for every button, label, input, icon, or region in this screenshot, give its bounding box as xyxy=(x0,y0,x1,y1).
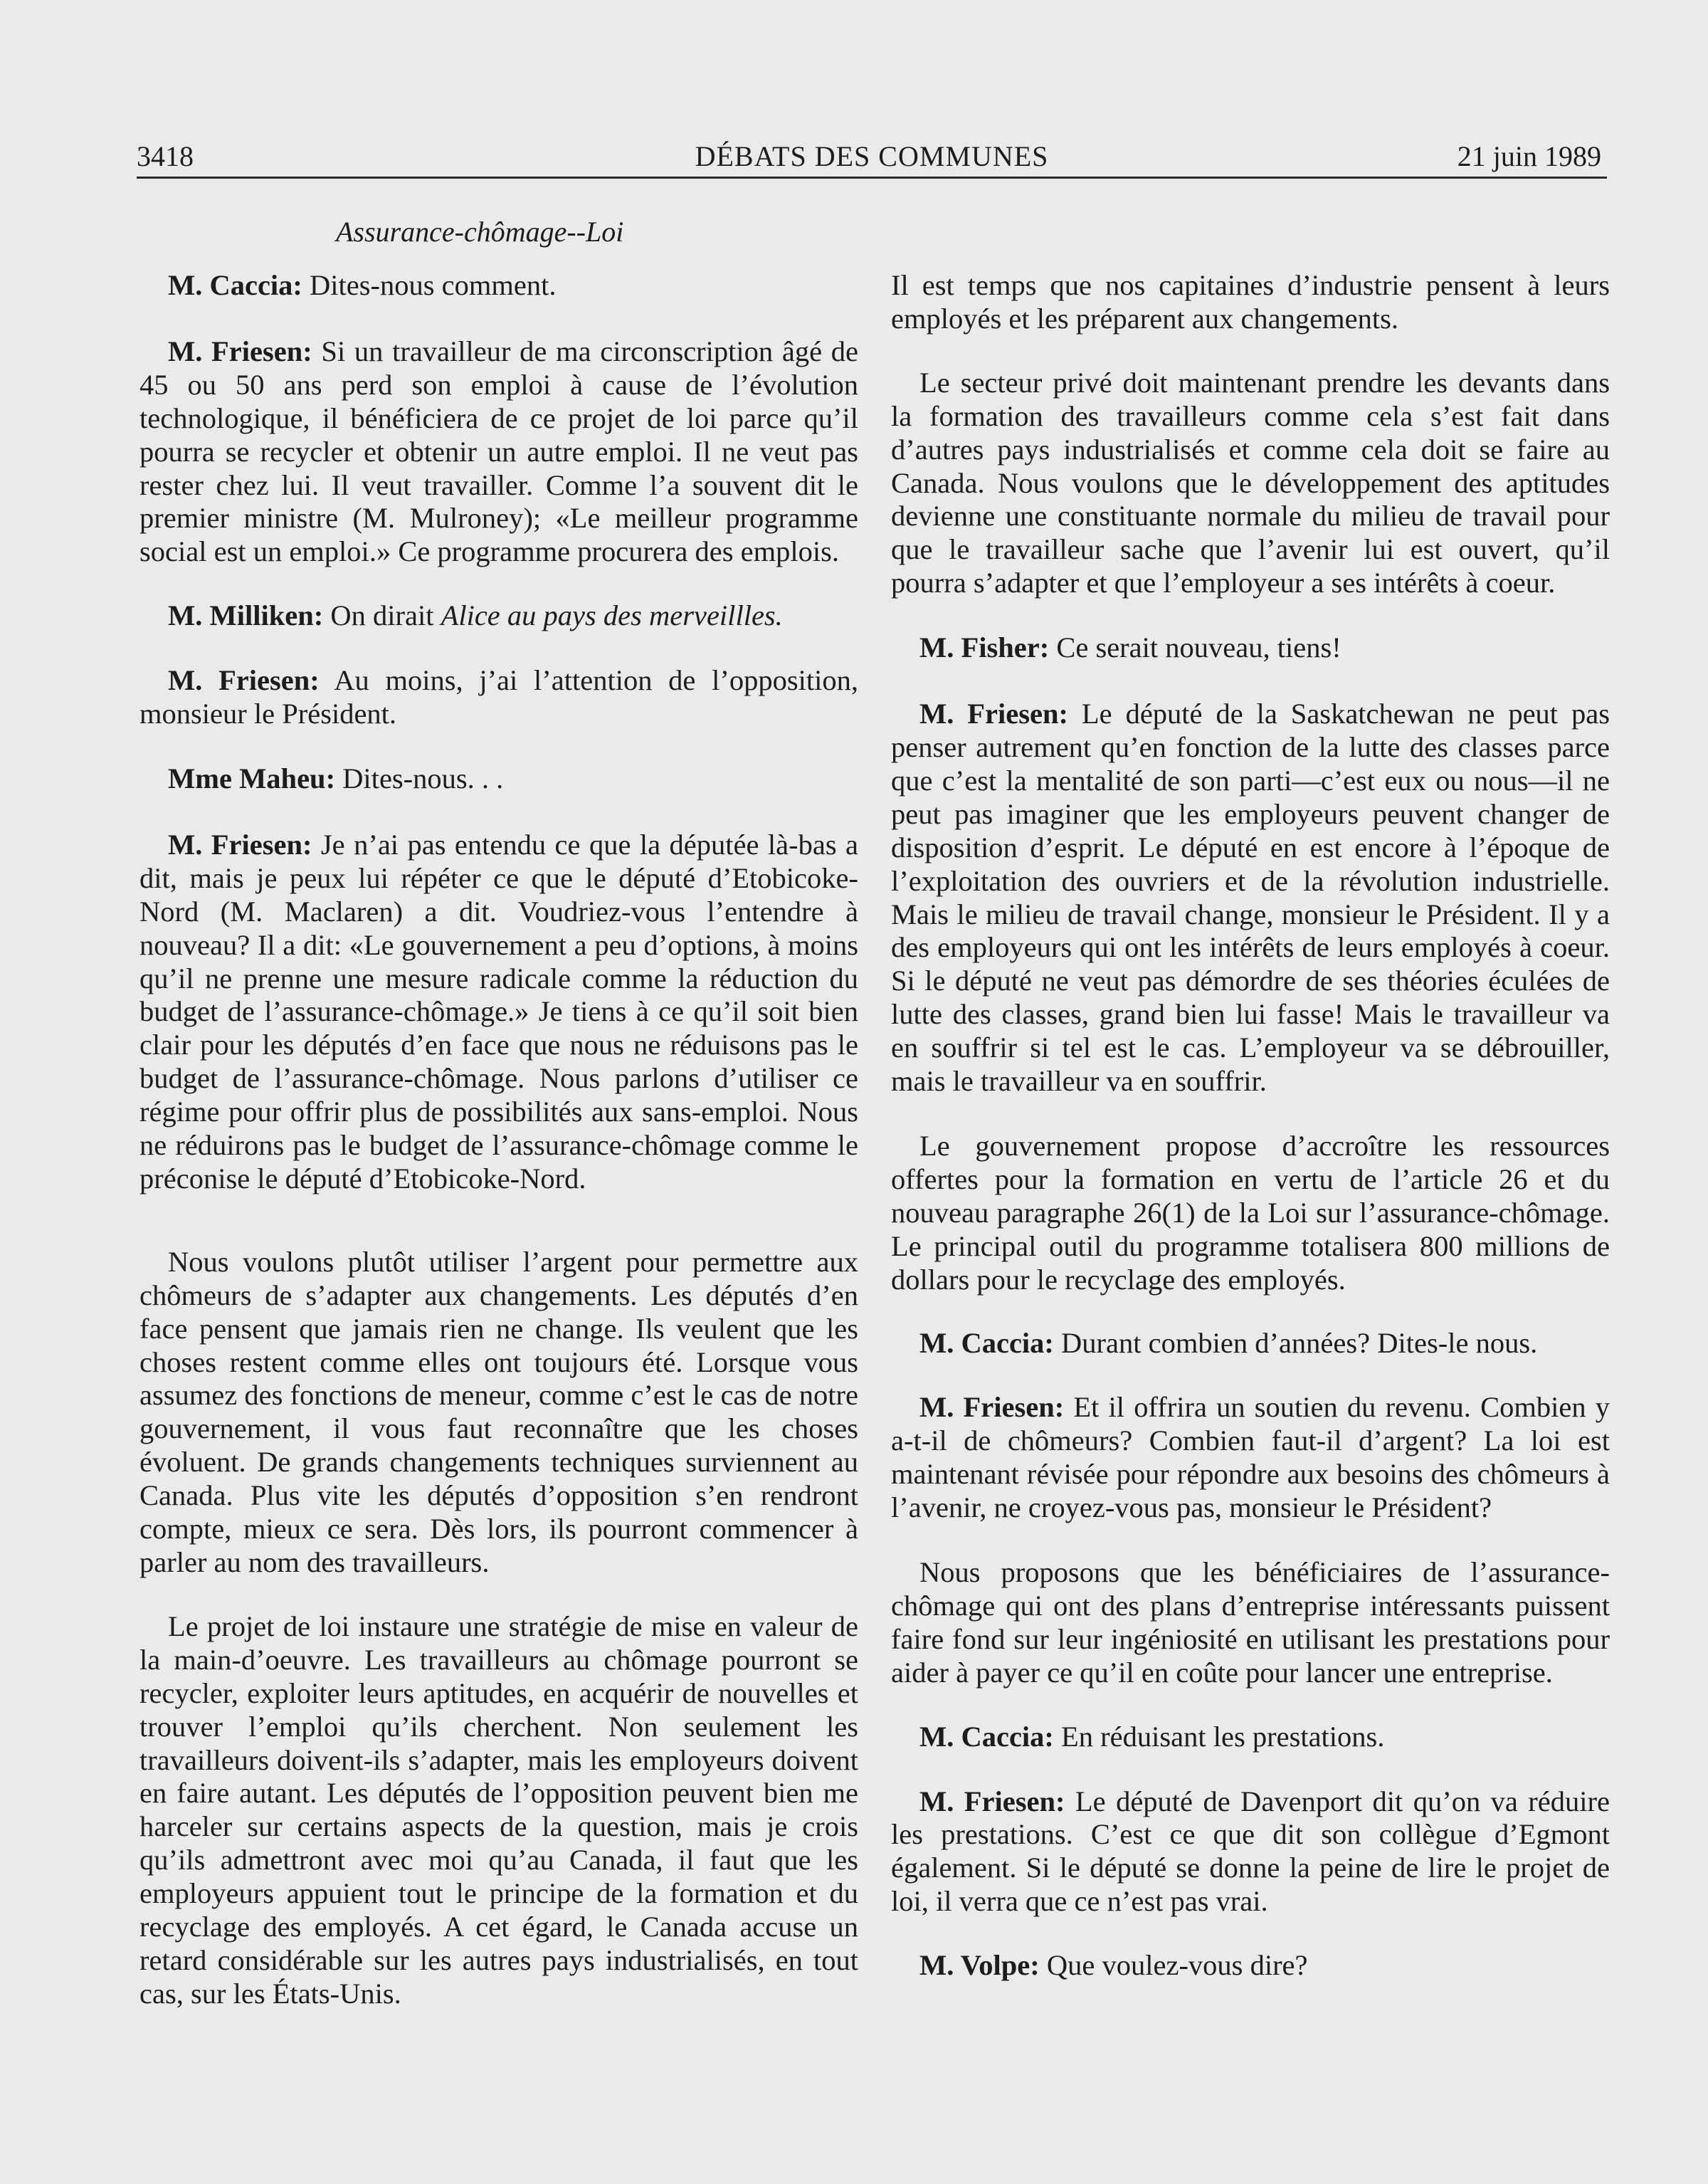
paragraph xyxy=(139,335,858,569)
publication-title: DÉBATS DES COMMUNES xyxy=(695,140,1049,172)
speaker-name: M. Friesen: xyxy=(919,1391,1065,1424)
speech-text: Nous proposons que les bénéficiaires de l’assurance-chômage qui ont des plans d’entreprise intéressants puissent faire fond sur leur ingéniosité en utilisant les prestations pour aider à payer ce qu’il en coûte pour lancer une entreprise. xyxy=(891,1556,1610,1689)
right-column xyxy=(891,269,1610,1983)
speech-text: Que voulez-vous dire? xyxy=(1039,1949,1308,1982)
speaker-name: M. Volpe: xyxy=(919,1949,1040,1982)
paragraph xyxy=(891,269,1610,336)
speech-text: Je n’ai pas entendu ce que la députée là-bas a dit, mais je peux lui répéter ce que le député d’Etobicoke-Nord (M. Maclaren) a dit. Voudriez-vous l’entendre à nouveau? Il a dit: «Le gouvernement a peu d’options, à moins qu’il ne prenne une mesure radicale comme la réduction du budget de l’assurance-chômage.» Je tiens à ce qu’il soit bien clair pour les députés d’en face que nous ne réduisons pas le budget de l’assurance-chômage. Nous parlons d’utiliser ce régime pour offrir plus de possibilités aux sans-emploi. Nous ne réduirons pas le budget de l’assurance-chômage comme le préconise le député d’Etobicoke-Nord. xyxy=(139,828,859,1195)
speaker-name: M. Caccia: xyxy=(919,1720,1054,1753)
speaker-name: M. Friesen: xyxy=(919,1785,1065,1817)
speech-text: Ce serait nouveau, tiens! xyxy=(1049,631,1341,664)
speech-text: Le député de la Saskatchewan ne peut pas penser autrement qu’en fonction de la lutte des classes parce que c’est la mentalité de son parti—c’est eux ou nous—il ne peut pas imaginer que les employeurs peuvent changer de disposition d’esprit. Le député en est encore à l’époque de l’exploitation des ouvriers et de la révolution industrielle. Mais le milieu de travail change, monsieur le Président. Il y a des employeurs qui ont les intérêts de leurs employés à coeur. Si le député ne veut pas démordre de ses théories éculées de lutte des classes, grand bien lui fasse! Mais le travailleur va en souffrir si tel est le cas. L’employeur va se débrouiller, mais le travailleur va en souffrir. xyxy=(891,698,1610,1098)
speech-text: Dites-nous comment. xyxy=(302,269,557,301)
speaker-name: M. Milliken: xyxy=(168,599,324,632)
paragraph xyxy=(891,698,1610,1098)
speech-text: Le député de Davenport dit qu’on va réduire les prestations. C’est ce que dit son collègue d’Egmont également. Si le député se donne la peine de lire le projet de loi, il verra que ce n’est pas vrai. xyxy=(891,1785,1610,1918)
speaker-name: M. Friesen: xyxy=(168,828,312,861)
speech-text: Si un travailleur de ma circonscription âgé de 45 ou 50 ans perd son emploi à cause de l’évolution technologique, il bénéficiera de ce projet de loi parce qu’il pourra se recycler et obtenir un autre emploi. Il ne veut pas rester chez lui. Il veut travailler. Comme l’a souvent dit le premier ministre (M. Mulroney); «Le meilleur programme social est un emploi.» Ce programme procurera des emplois. xyxy=(139,335,858,568)
paragraph xyxy=(891,1327,1610,1360)
page-number: 3418 xyxy=(137,140,194,172)
speaker-name: M. Fisher: xyxy=(919,631,1050,664)
sitting-date: 21 juin 1989 xyxy=(1457,140,1601,172)
paragraph xyxy=(891,367,1610,600)
paragraph xyxy=(891,1556,1610,1690)
speaker-name: M. Friesen: xyxy=(919,698,1068,730)
speech-text: Et il offrira un soutien du revenu. Combien y a-t-il de chômeurs? Combien faut-il d’argent? La loi est maintenant révisée pour répondre aux besoins des chômeurs à l’avenir, ne croyez-vous pas, monsieur le Président? xyxy=(891,1391,1610,1524)
speech-text: On dirait xyxy=(323,599,441,632)
paragraph xyxy=(891,1391,1610,1525)
paragraph xyxy=(891,1130,1610,1297)
paragraph xyxy=(891,631,1610,665)
paragraph xyxy=(139,599,858,633)
speaker-name: M. Friesen: xyxy=(168,335,312,367)
speech-text: Le gouvernement propose d’accroître les ressources offertes pour la formation en vertu de l’article 26 et du nouveau paragraphe 26(1) de la Loi sur l’assurance-chômage. Le principal outil du programme totalisera 800 millions de dollars pour le recyclage des employés. xyxy=(891,1129,1610,1296)
paragraph xyxy=(139,664,858,731)
speech-text: Le secteur privé doit maintenant prendre les devants dans la formation des travailleurs comme cela s’est fait dans d’autres pays industrialisés et comme cela doit se faire au Canada. Nous voulons que le développement des aptitudes devienne une constituante normale du milieu de travail pour que le travailleur sache que l’avenir lui est ouvert, qu’il pourra s’adapter et que l’employeur a ses intérêts à coeur. xyxy=(891,366,1610,599)
page-header xyxy=(137,140,1607,179)
left-column xyxy=(139,269,858,2011)
speech-text: Au moins, j’ai l’attention de l’opposition, monsieur le Président. xyxy=(139,664,858,730)
speaker-name: M. Caccia: xyxy=(168,269,302,301)
section-title: Assurance-chômage--Loi xyxy=(336,216,624,248)
speaker-name: Mme Maheu: xyxy=(168,762,336,794)
speech-text: En réduisant les prestations. xyxy=(1053,1720,1385,1753)
paragraph xyxy=(891,1721,1610,1754)
speech-text: Dites-nous. . . xyxy=(335,762,504,794)
speaker-name: M. Caccia: xyxy=(919,1327,1054,1360)
paragraph xyxy=(139,762,858,796)
paragraph xyxy=(139,829,858,1196)
paragraph xyxy=(891,1785,1610,1919)
speech-text: Nous voulons plutôt utiliser l’argent pour permettre aux chômeurs de s’adapter aux changements. Les députés d’en face pensent que jamais rien ne change. Ils veulent que les choses restent comme elles ont toujours été. Lorsque vous assumez des fonctions de meneur, comme c’est le cas de notre gouvernement, il vous faut reconnaître que les choses évoluent. De grands changements techniques surviennent au Canada. Plus vite les députés d’opposition s’en rendront compte, mieux ce sera. Dès lors, ils pourront commencer à parler au nom des travailleurs. xyxy=(139,1245,858,1578)
paragraph xyxy=(891,1949,1610,1983)
paragraph xyxy=(139,269,858,303)
speech-text: Le projet de loi instaure une stratégie de mise en valeur de la main-d’oeuvre. Les travailleurs au chômage pourront se recycler, exploiter leurs aptitudes, en acquérir de nouvelles et trouver l’emploi qu’ils cherchent. Non seulement les travailleurs doivent-ils s’adapter, mais les employeurs doivent en faire autant. Les députés de l’opposition peuvent bien me harceler sur certains aspects de la question, mais je crois qu’ils admettront avec moi qu’au Canada, il faut que les employeurs appuient tout le principe de la formation et du recyclage des employés. A cet égard, le Canada accuse un retard considérable sur les autres pays industrialisés, en tout cas, sur les États-Unis. xyxy=(139,1610,858,2010)
paragraph xyxy=(139,1610,858,2011)
speech-text: Durant combien d’années? Dites-le nous. xyxy=(1053,1327,1538,1360)
speech-text: Il est temps que nos capitaines d’industrie pensent à leurs employés et les préparent aux changements. xyxy=(891,269,1610,335)
paragraph xyxy=(139,1246,858,1580)
italic-title: Alice au pays des merveillles. xyxy=(441,599,783,632)
speaker-name: M. Friesen: xyxy=(168,664,320,697)
